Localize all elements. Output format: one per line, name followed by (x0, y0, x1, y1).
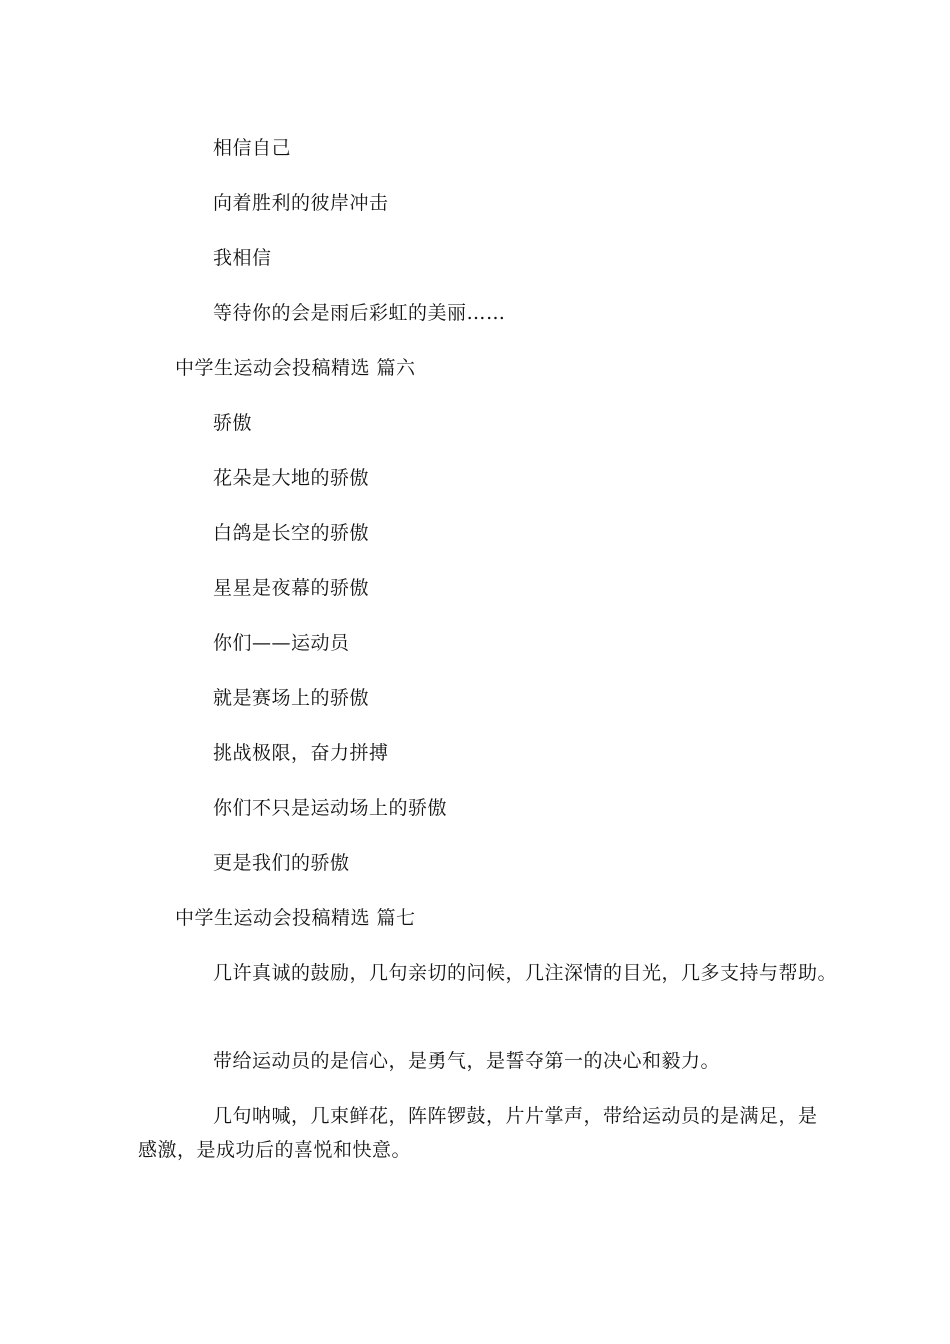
poem-line: 白鸽是长空的骄傲 (213, 522, 370, 544)
poem-title: 骄傲 (213, 412, 253, 434)
poem-line: 花朵是大地的骄傲 (213, 467, 370, 489)
poem-line: 等待你的会是雨后彩虹的美丽…… (213, 302, 506, 324)
poem-line: 你们——运动员 (213, 632, 350, 654)
section-heading: 中学生运动会投稿精选 篇六 (175, 357, 416, 379)
section-heading: 中学生运动会投稿精选 篇七 (175, 907, 416, 929)
poem-line: 挑战极限，奋力拼搏 (213, 742, 389, 764)
poem-line: 就是赛场上的骄傲 (213, 687, 370, 709)
paragraph-line: 感激，是成功后的喜悦和快意。 (138, 1139, 412, 1161)
paragraph: 带给运动员的是信心，是勇气，是誓夺第一的决心和毅力。 (213, 1050, 721, 1072)
poem-line: 星星是夜幕的骄傲 (213, 577, 370, 599)
poem-line: 我相信 (213, 247, 272, 269)
paragraph: 几许真诚的鼓励，几句亲切的问候，几注深情的目光，几多支持与帮助。 (213, 962, 838, 984)
poem-line: 你们不只是运动场上的骄傲 (213, 797, 448, 819)
paragraph-line: 几句呐喊，几束鲜花，阵阵锣鼓，片片掌声，带给运动员的是满足，是 (213, 1105, 818, 1127)
poem-line: 更是我们的骄傲 (213, 852, 350, 874)
poem-line: 向着胜利的彼岸冲击 (213, 192, 389, 214)
poem-line: 相信自己 (213, 137, 292, 159)
